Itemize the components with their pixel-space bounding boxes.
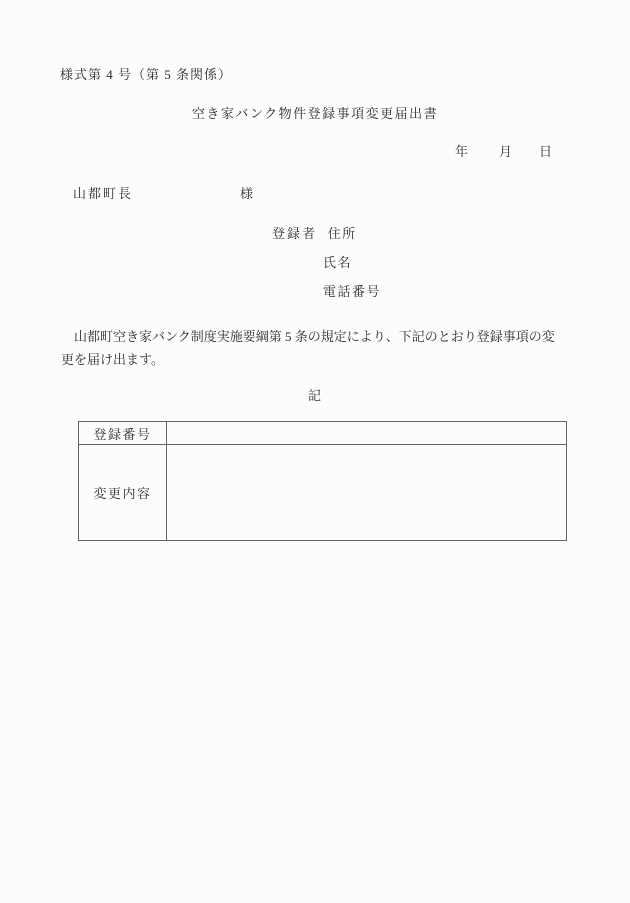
addressee-honorific: 様	[240, 186, 254, 201]
registration-number-row	[79, 422, 567, 445]
registrant-phone-row	[272, 277, 381, 306]
date-year-label: 年	[455, 144, 469, 159]
record-marker: 記	[307, 388, 322, 403]
registrant-phone-label: 電話番号	[323, 284, 382, 299]
body-paragraph-line-1: 山都町空き家バンク制度実施要綱第 5 条の規定により、下記のとおり登録事項の変	[74, 329, 555, 344]
registration-number-value	[167, 422, 567, 445]
change-contents-value	[167, 445, 567, 541]
date-month-label: 月	[499, 144, 513, 159]
form-number: 様式第 4 号（第 5 条関係）	[60, 67, 233, 82]
registration-number-header: 登録番号	[79, 422, 167, 445]
registrant-name-row	[272, 248, 381, 277]
addressee-line	[73, 183, 254, 202]
body-paragraph-line-2: 更を届け出ます。	[61, 352, 164, 367]
registrant-label: 登録者	[272, 226, 318, 241]
registrant-block	[272, 219, 381, 306]
date-line	[455, 141, 552, 160]
document-title: 空き家バンク物件登録事項変更届出書	[191, 106, 439, 121]
body-paragraph	[61, 325, 569, 371]
addressee-name: 山都町長	[73, 186, 134, 201]
change-contents-header: 変更内容	[79, 445, 167, 541]
change-contents-row	[79, 445, 567, 541]
change-table	[78, 421, 567, 541]
registrant-name-label: 氏名	[323, 255, 353, 270]
date-day-label: 日	[539, 144, 553, 159]
registrant-address-row	[272, 219, 381, 248]
registrant-address-label: 住所	[327, 226, 357, 241]
